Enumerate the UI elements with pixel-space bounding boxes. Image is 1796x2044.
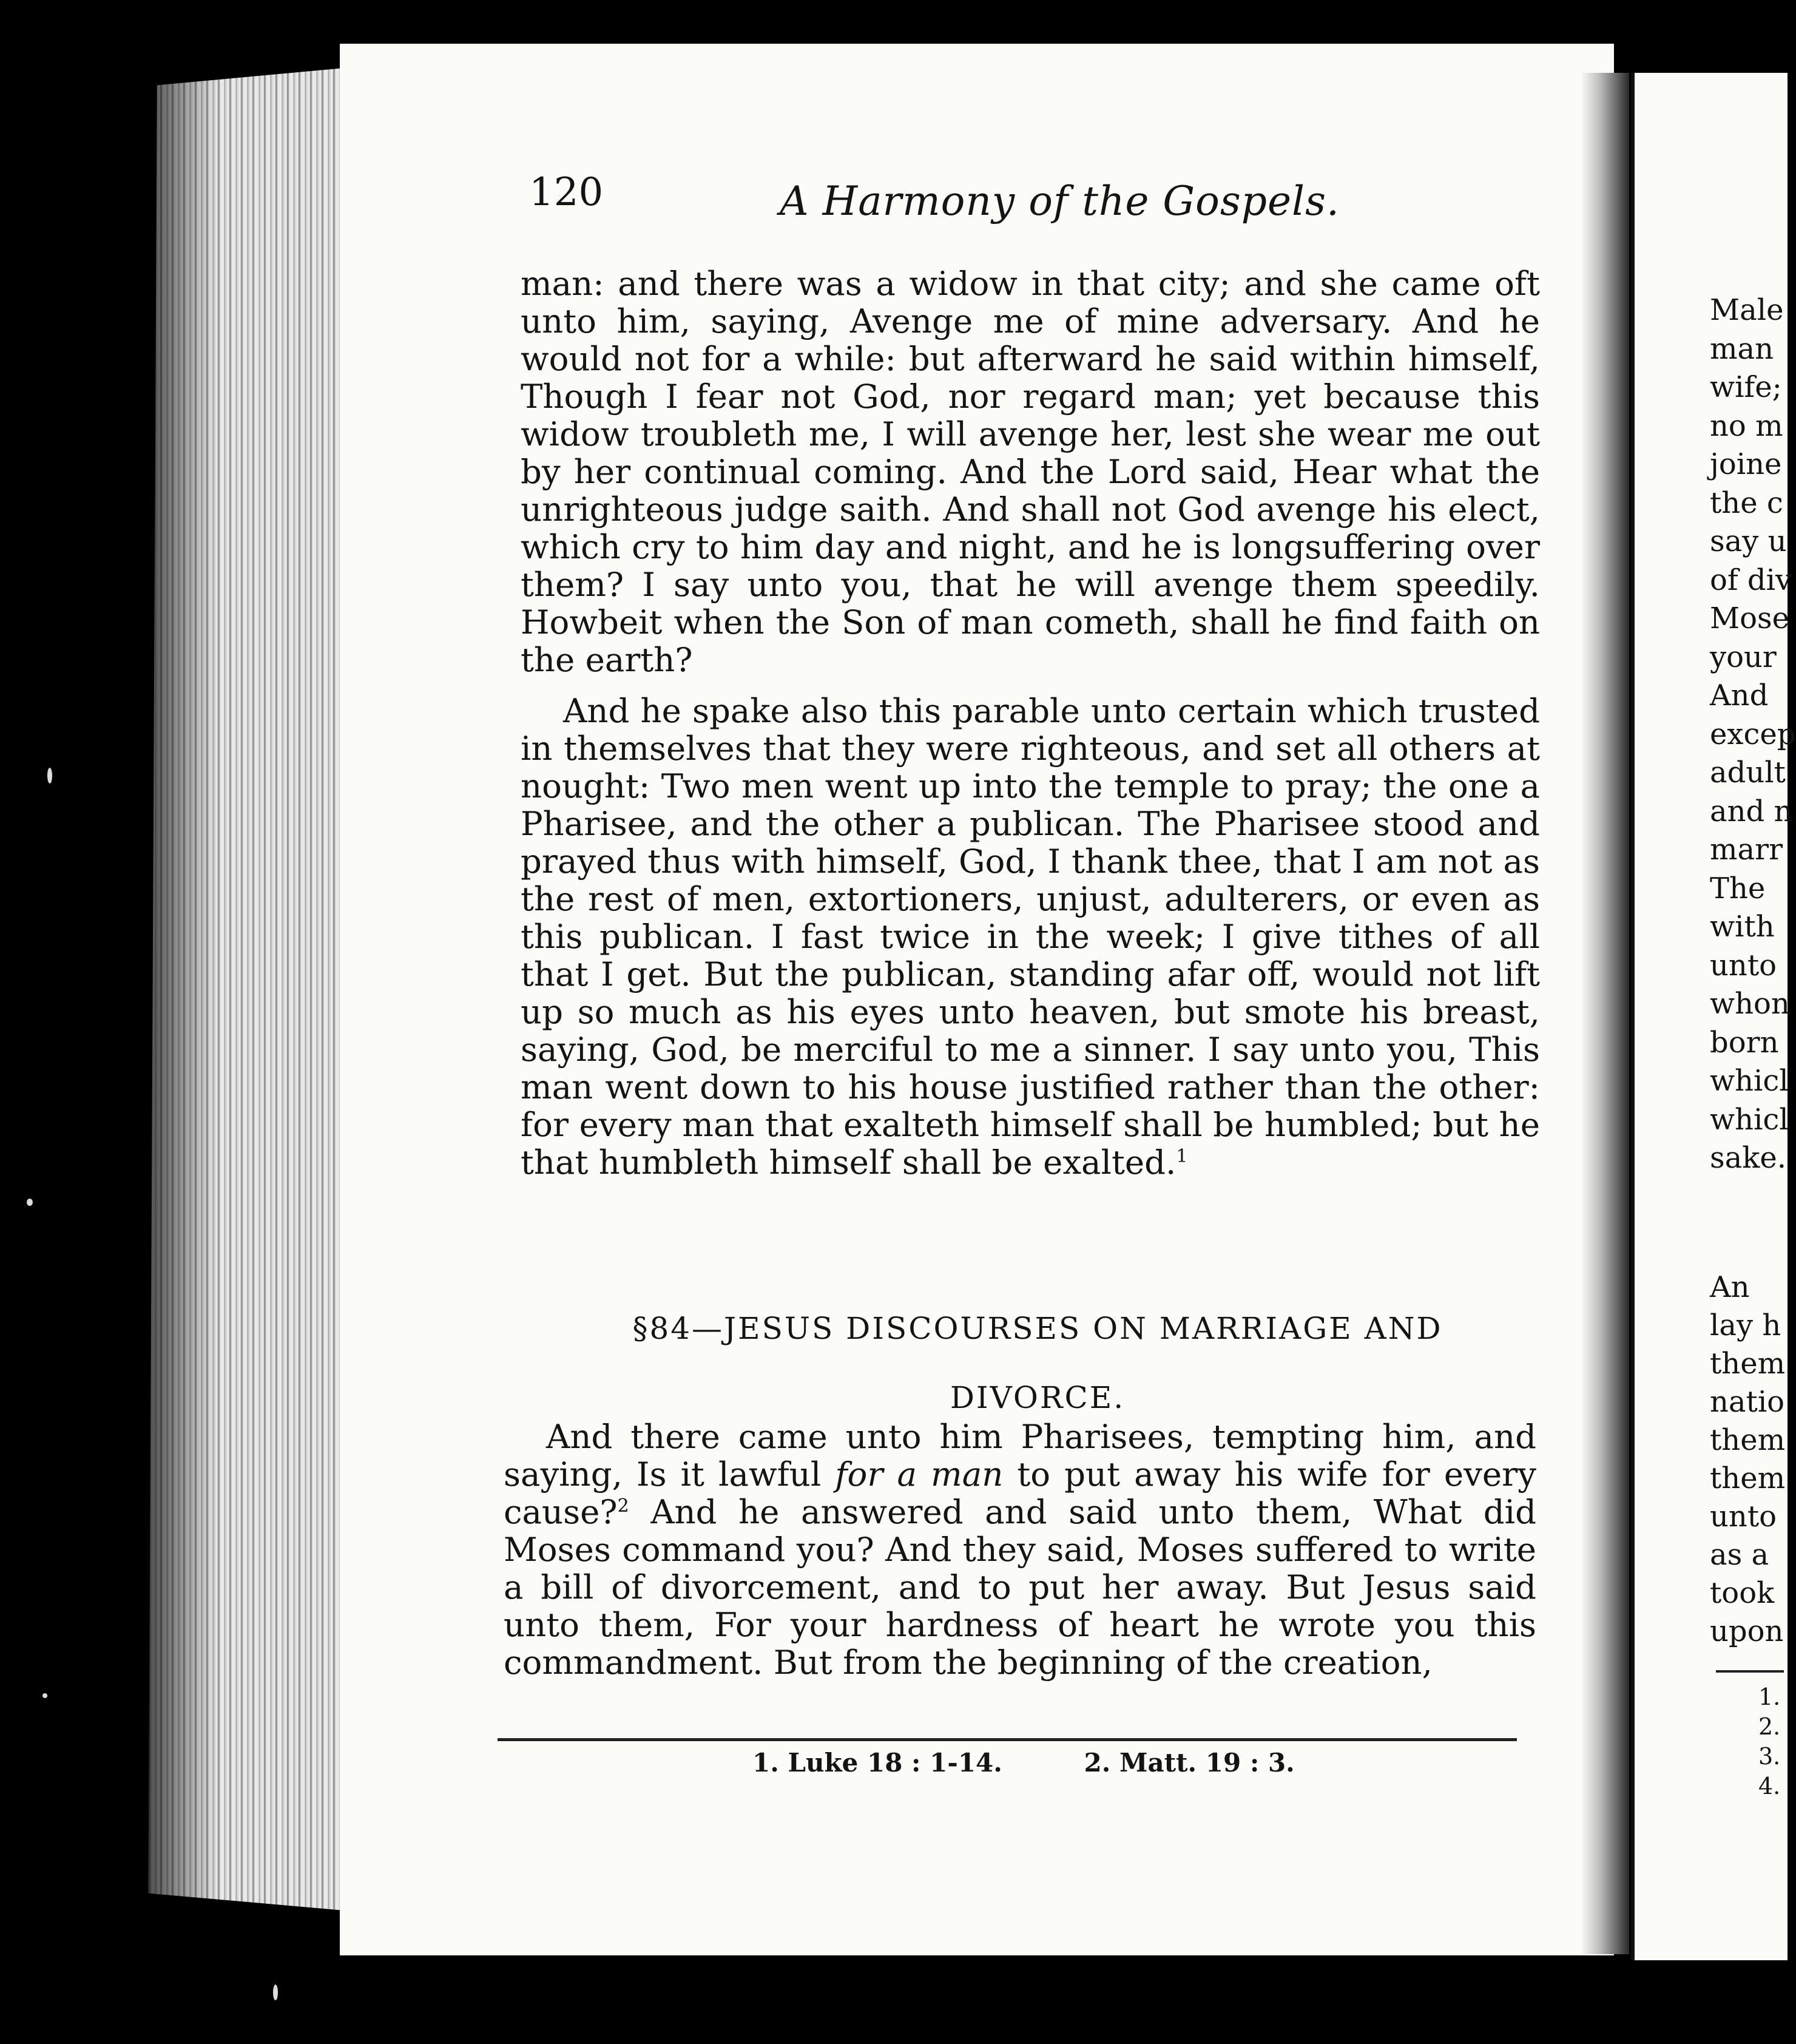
- facing-page-line: joine: [1710, 447, 1782, 481]
- facing-page-text-lower: [1710, 1268, 1795, 1651]
- footnote-marker-1: 1: [1176, 1145, 1188, 1167]
- footnote-rule: [498, 1738, 1517, 1741]
- facing-page-footnote: 3.: [1758, 1743, 1781, 1770]
- facing-page-line: your: [1710, 640, 1777, 674]
- page-number: 120: [529, 170, 604, 215]
- facing-page-line: unto: [1710, 1500, 1777, 1534]
- running-title: A Harmony of the Gospels.: [780, 178, 1340, 225]
- facing-page-line: natio: [1710, 1385, 1785, 1419]
- facing-page-line: born: [1710, 1025, 1779, 1060]
- facing-page-line: whicl: [1710, 1102, 1789, 1137]
- scan-speck: [27, 1199, 33, 1206]
- facing-page-line: of div: [1710, 563, 1792, 597]
- footnote-marker-2: 2: [617, 1495, 629, 1517]
- facing-page-line: them: [1710, 1347, 1786, 1381]
- facing-page-line: as a: [1710, 1538, 1769, 1572]
- facing-page-line: unto: [1710, 948, 1777, 983]
- paragraph-text: to put away his wife for every cause?: [504, 1455, 1536, 1531]
- body-paragraph-3: [504, 1418, 1536, 1681]
- facing-page-line: and n: [1710, 794, 1793, 828]
- scan-speck: [273, 1985, 278, 2000]
- section-heading-line-2: DIVORCE.: [950, 1380, 1126, 1415]
- facing-page-line: excep: [1710, 717, 1796, 751]
- book-gutter: [1581, 73, 1629, 1954]
- facing-page-line: with: [1710, 910, 1775, 944]
- section-heading: [564, 1294, 1511, 1432]
- facing-page-footnote: 2.: [1758, 1713, 1781, 1740]
- facing-page-line: them: [1710, 1423, 1786, 1457]
- facing-page-line: the c: [1710, 486, 1783, 520]
- facing-page-line: adult: [1710, 756, 1786, 790]
- facing-page-line: sake.: [1710, 1141, 1786, 1175]
- facing-page-footnote-rule: [1716, 1670, 1784, 1673]
- scan-speck: [42, 1693, 47, 1698]
- facing-page-line: man: [1710, 331, 1774, 366]
- paragraph-text: And he spake also this parable unto certain which trusted in themselves that they were righteous, and set all others at nought: Two men went up into the temple to pray; the one a Pharisee, and the other a publican. The Pharisee stood and prayed thus with himself, God, I thank thee, that I am not as the rest of men, extortioners, unjust, adulterers, or even as this publican. I fast twice in the week; I give tithes of all that I get. But the publican, standing afar off, would not lift up so much as his eyes unto heaven, but smote his breast, saying, God, be merciful to me a sinner. I say unto you, This man went down to his house justified rather than the other: for every man that exalteth himself shall be humbled; but he that humbleth himself shall be exalted.: [521, 691, 1540, 1182]
- section-heading-line-1: §84—JESUS DISCOURSES ON MARRIAGE AND: [632, 1311, 1443, 1346]
- body-paragraph-1: man: and there was a widow in that city; and she came oft unto him, saying, Avenge me of mine adversary. And he would not for a while: but afterward he said within himself, Though I fear not God, nor regard man; yet because this widow troubleth me, I will avenge her, lest she wear me out by her continual coming. And the Lord said, Hear what the unrighteous judge saith. And shall not God avenge his elect, which cry to him day and night, and he is longsuffering over them? I say unto you, that he will avenge them speedily. Howbeit when the Son of man cometh, shall he find faith on the earth?: [521, 264, 1540, 679]
- facing-page-line: marr: [1710, 833, 1783, 867]
- facing-page-line: no m: [1710, 408, 1783, 443]
- facing-page-line: them: [1710, 1461, 1786, 1495]
- facing-page-line: Mose: [1710, 601, 1790, 635]
- facing-page-line: An: [1710, 1270, 1750, 1304]
- facing-page-line: say u: [1710, 524, 1787, 558]
- italic-phrase: for a man: [835, 1455, 1004, 1494]
- facing-page-footnote: 4.: [1758, 1773, 1781, 1799]
- body-paragraph-2: [521, 692, 1540, 1181]
- facing-page-line: And: [1710, 679, 1769, 712]
- facing-page-line: lay h: [1710, 1308, 1781, 1342]
- paragraph-text: And he answered and said unto them, What did Moses command you? And they said, Moses suffered to write a bill of divorcement, and to put her away. But Jesus said unto them, For your hardness of heart he wrote you this commandment. But from the beginning of the creation,: [504, 1492, 1536, 1682]
- facing-page-line: The: [1710, 871, 1766, 905]
- facing-page-line: whicl: [1710, 1064, 1789, 1098]
- footnote-2: 2. Matt. 19 : 3.: [1084, 1748, 1295, 1778]
- facing-page-footnote: 1.: [1758, 1684, 1781, 1710]
- facing-page-line: Male: [1710, 293, 1784, 327]
- scan-speck: [47, 768, 52, 783]
- footnotes: [752, 1748, 1368, 1778]
- facing-page-text-upper: [1710, 291, 1795, 1178]
- facing-page-line: wife;: [1710, 370, 1782, 404]
- facing-page-line: upon: [1710, 1614, 1784, 1648]
- edge-shadow: [140, 67, 218, 1912]
- paragraph-text: And there came unto him Pharisees, tempting him, and saying, Is it lawful: [504, 1417, 1536, 1494]
- facing-page-line: took: [1710, 1576, 1775, 1610]
- footnote-1: 1. Luke 18 : 1-14.: [752, 1748, 1002, 1778]
- facing-page-footnotes: [1758, 1682, 1780, 1801]
- facing-page-line: whon: [1710, 987, 1790, 1021]
